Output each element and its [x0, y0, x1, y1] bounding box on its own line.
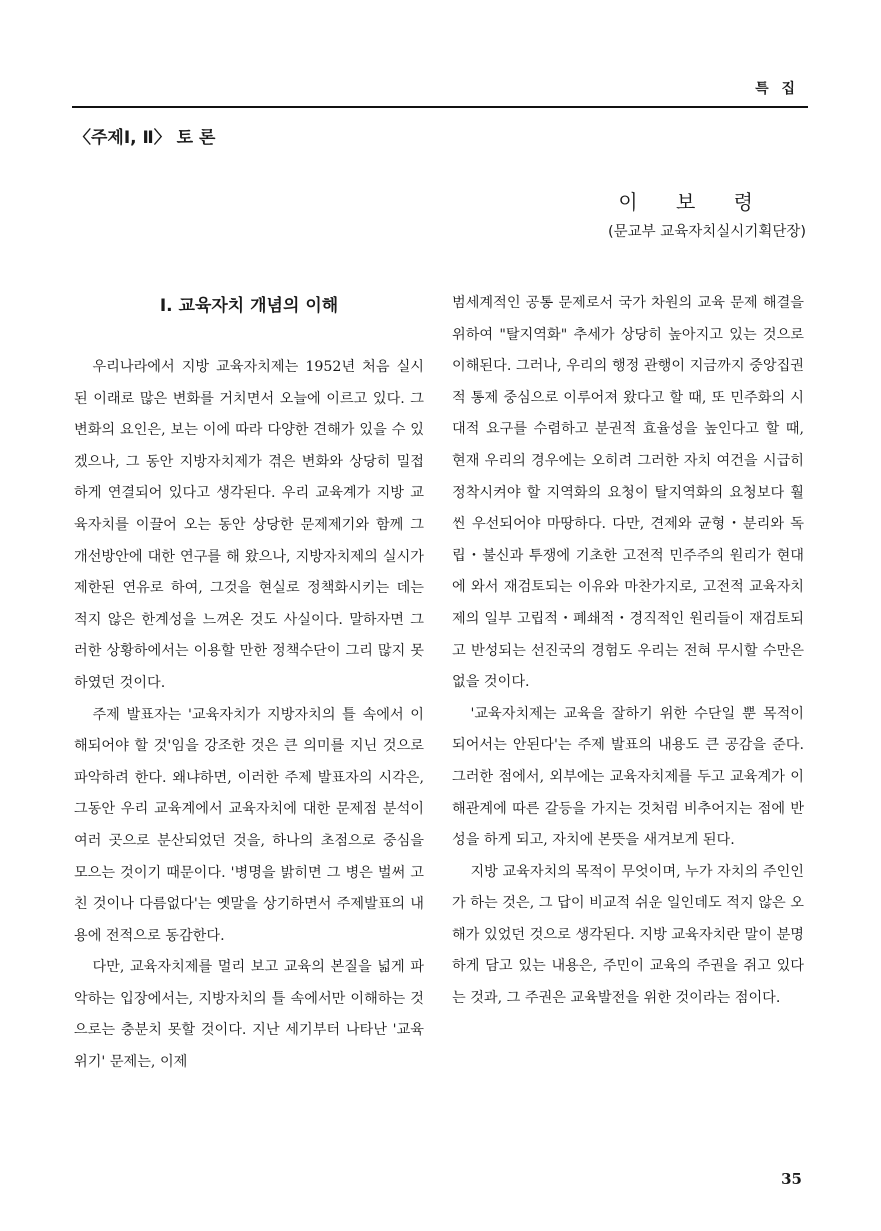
paragraph: 다만, 교육자치제를 멀리 보고 교육의 본질을 넓게 파악하는 입장에서는, 지방자치의 틀 속에서만 이해하는 것으로는 충분치 못할 것이다. 지난 세기부터 나타난 '교육위기' 문제는, 이제 — [74, 959, 424, 1071]
topic-heading: 〈주제Ⅰ, Ⅱ〉 토 론 — [74, 128, 216, 148]
section-label: 특 집 — [755, 81, 799, 97]
author-affiliation: (문교부 교육자치실시기획단장) — [607, 224, 806, 240]
section-title: Ⅰ. 교육자치 개념의 이해 — [159, 296, 339, 316]
right-column — [452, 288, 804, 1015]
paragraph: 지방 교육자치의 목적이 무엇이며, 누가 자치의 주인인가 하는 것은, 그 답이 비교적 쉬운 일인데도 적지 않은 오해가 있었던 것으로 생각된다. 지방 교육자치란 말이 분명하게 담고 있는 내용은, 주민이 교육의 주권을 쥐고 있다는 것과, 그 주권은 교육발전을 위한 것이라는 점이다. — [452, 863, 804, 1007]
left-column — [74, 292, 424, 1079]
paragraph: 주제 발표자는 '교육자치가 지방자치의 틀 속에서 이해되어야 할 것'임을 강조한 것은 큰 의미를 지닌 것으로 파악하려 한다. 왜냐하면, 이러한 주제 발표자의 시각은, 그동안 우리 교육계에서 교육자치에 대한 문제점 분석이 여러 곳으로 분산되었던 것을, 하나의 초점으로 중심을 모으는 것이기 때문이다. '병명을 밝히면 그 병은 벌써 고친 것이나 다름없다'는 옛말을 상기하면서 주제발표의 내용에 전적으로 동감한다. — [74, 706, 424, 944]
paragraph: 범세계적인 공통 문제로서 국가 차원의 교육 문제 해결을 위하여 "탈지역화" 추세가 상당히 높아지고 있는 것으로 이해된다. 그러나, 우리의 행정 관행이 지금까지 중앙집권적 통제 중심으로 이루어져 왔다고 할 때, 또 민주화의 시대적 요구를 수렴하고 분권적 효율성을 높인다고 할 때, 현재 우리의 경우에는 오히려 그러한 자치 여건을 시급히 정착시켜야 할 지역화의 요청이 탈지역화의 요청보다 훨씬 우선되어야 마땅하다. 다만, 견제와 균형・분리와 독립・불신과 투쟁에 기초한 고전적 민주주의 원리가 현대에 와서 재검토되는 이유와 마찬가지로, 고전적 교육자치제의 일부 고립적・폐쇄적・경직적인 원리들이 재검토되고 반성되는 선진국의 경험도 우리는 전혀 무시할 수만은 없을 것이다. — [452, 295, 804, 691]
paragraph: '교육자치제는 교육을 잘하기 위한 수단일 뿐 목적이 되어서는 안된다'는 주제 발표의 내용도 큰 공감을 준다. 그러한 점에서, 외부에는 교육자치제를 두고 교육계가 이해관계에 따른 갈등을 가지는 것처럼 비추어지는 점에 반성을 하게 되고, 자치에 본뜻을 새겨보게 된다. — [452, 705, 804, 849]
paragraph: 우리나라에서 지방 교육자치제는 1952년 처음 실시된 이래로 많은 변화를 거치면서 오늘에 이르고 있다. 그 변화의 요인은, 보는 이에 따라 다양한 견해가 있을 수 있겠으나, 그 동안 지방자치제가 겪은 변화와 상당히 밀접하게 연결되어 있다고 생각된다. 우리 교육계가 지방 교육자치를 이끌어 오는 동안 상당한 문제제기와 함께 그 개선방안에 대한 연구를 해 왔으나, 지방자치제의 실시가 제한된 연유로 하여, 그것을 현실로 정책화시키는 데는 적지 않은 한계성을 느껴온 것도 사실이다. 말하자면 그러한 상황하에서는 이용할 만한 정책수단이 그리 많지 못하였던 것이다. — [74, 359, 424, 691]
header-rule — [72, 106, 808, 108]
author-name: 이 보 령 — [618, 190, 769, 214]
page-number: 35 — [781, 1170, 802, 1188]
